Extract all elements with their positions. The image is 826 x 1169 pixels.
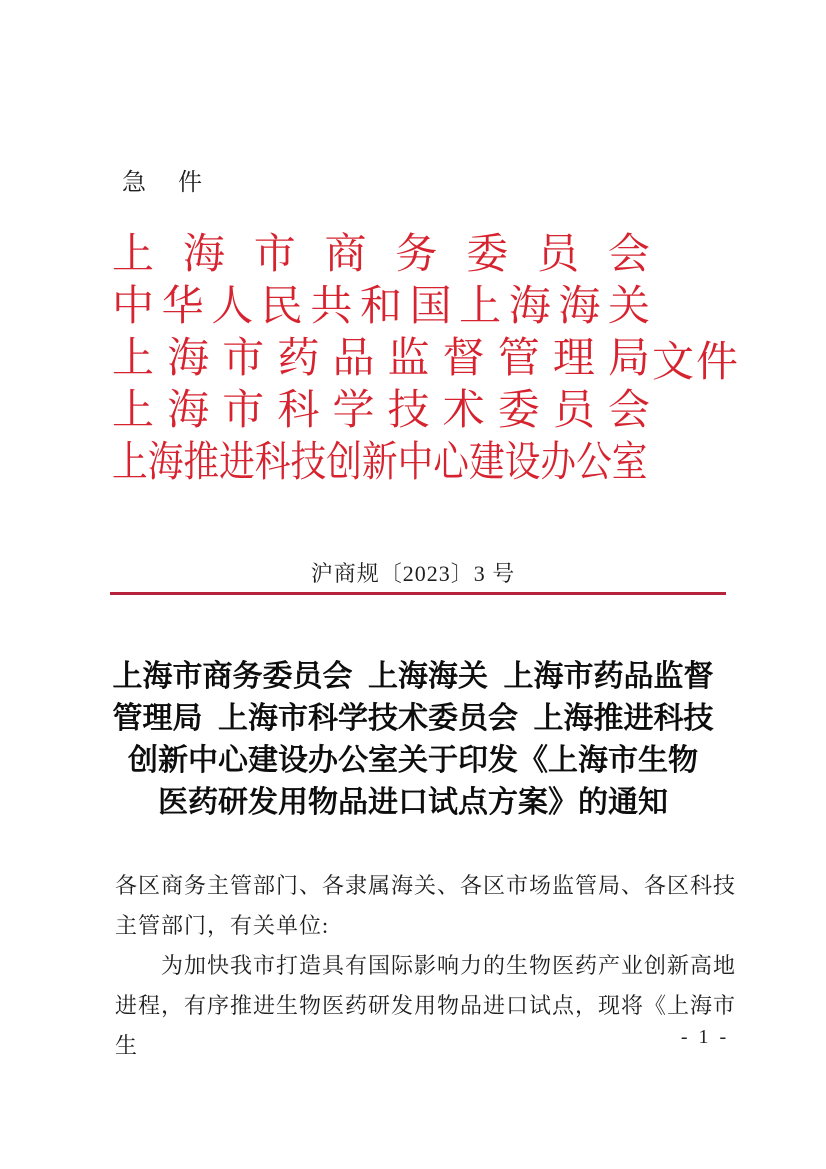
body-salutation-line-2: 主管部门，有关单位: — [115, 913, 330, 938]
page-number: - 1 - — [680, 1026, 730, 1048]
title-line-4: 医药研发用物品进口试点方案》的通知 — [158, 786, 668, 819]
title-line-1: 上海市商务委员会 上海海关 上海市药品监督 — [112, 660, 714, 693]
body-paragraph-line-1: 为加快我市打造具有国际影响力的生物医药产业创新高地 — [161, 953, 737, 978]
doc-number: 沪商规〔2023〕3 号 — [310, 561, 516, 586]
body-paragraph-line-2: 进程，有序推进生物医药研发用物品进口试点，现将《上海市生 — [115, 993, 737, 1058]
title-line-3: 创新中心建设办公室关于印发《上海市生物 — [128, 744, 698, 777]
letterhead-agency-customs: 中 华 人 民 共 和 国 上 海 海 关 — [112, 284, 650, 330]
letterhead-agency-commerce: 上 海 市 商 务 委 员 会 — [112, 232, 650, 278]
letterhead-agency-science-tech: 上 海 市 科 学 技 术 委 员 会 — [112, 388, 650, 434]
body-salutation-line-1: 各区商务主管部门、各隶属海关、各区市场监管局、各区科技 — [115, 873, 737, 898]
red-rule — [110, 592, 726, 595]
letterhead-agency-innovation-office-text: 上海推进科技创新中心建设办公室 — [112, 440, 648, 486]
letterhead-agency-mpa: 上 海 市 药 品 监 督 管 理 局 — [112, 336, 650, 382]
letterhead-agencies — [112, 229, 650, 489]
urgent-label: 急 件 — [122, 170, 215, 196]
title-line-2: 管理局 上海市科学技术委员会 上海推进科技 — [112, 702, 714, 735]
letterhead-agency-innovation-office — [112, 437, 650, 489]
letterhead — [112, 229, 740, 489]
document-title — [88, 656, 738, 824]
letterhead-doc-label: 文件 — [651, 340, 740, 386]
document-body — [115, 866, 747, 1066]
